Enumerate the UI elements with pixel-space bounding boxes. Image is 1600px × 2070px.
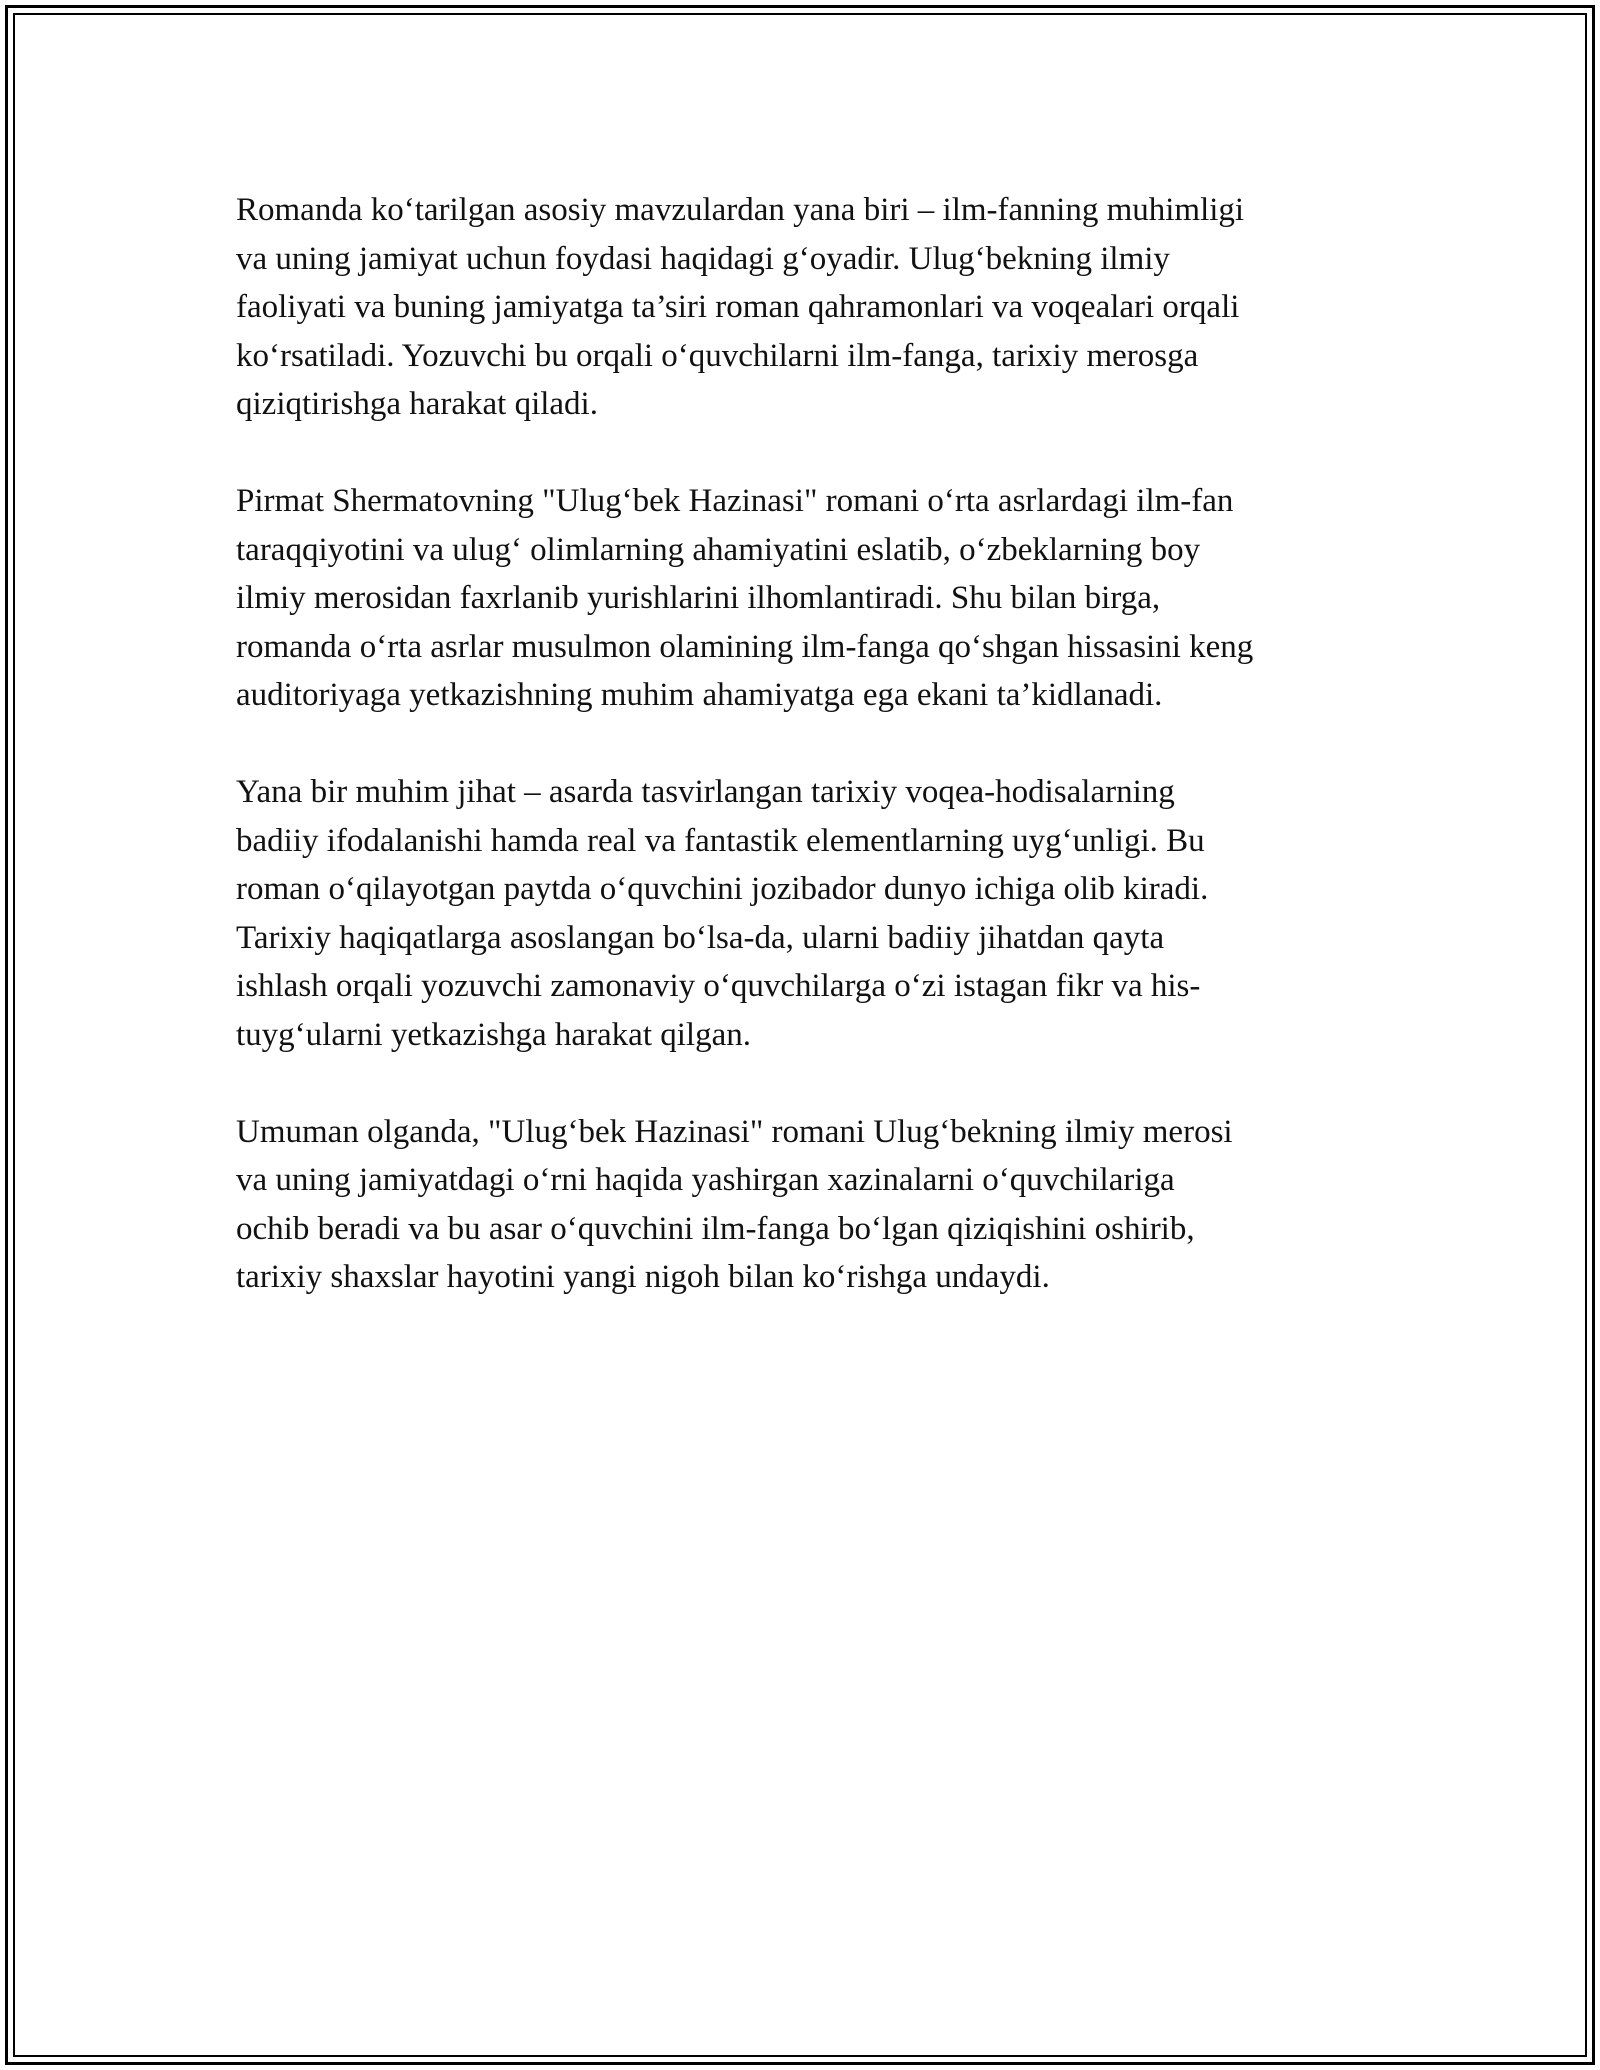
paragraph-2 xyxy=(236,477,1386,720)
text-line: Romanda ko‘tarilgan asosiy mavzulardan yana biri – ilm-fanning muhimligi xyxy=(236,192,1245,228)
text-line: auditoriyaga yetkazishning muhim ahamiyatga ega ekani ta’kidlanadi. xyxy=(236,677,1163,713)
text-line: Tarixiy haqiqatlarga asoslangan bo‘lsa-da, ularni badiiy jihatdan qayta xyxy=(236,919,1165,956)
text-line: va uning jamiyatdagi o‘rni haqida yashirgan xazinalarni o‘quvchilariga xyxy=(236,1162,1175,1198)
paragraph-1 xyxy=(236,186,1386,429)
text-line: roman o‘qilayotgan paytda o‘quvchini jozibador dunyo ichiga olib kiradi. xyxy=(236,871,1209,907)
text-line: qiziqtirishga harakat qiladi. xyxy=(236,386,598,422)
text-line: faoliyati va buning jamiyatga ta’siri roman qahramonlari va voqealari orqali xyxy=(236,289,1240,325)
text-line: ochib beradi va bu asar o‘quvchini ilm-fanga bo‘lgan qiziqishini oshirib, xyxy=(236,1210,1195,1247)
paragraph-3 xyxy=(236,768,1386,1059)
document-body xyxy=(236,186,1386,1350)
paragraph-4 xyxy=(236,1108,1386,1302)
text-line: ishlash orqali yozuvchi zamonaviy o‘quvchilarga o‘zi istagan fikr va his- xyxy=(236,968,1201,1004)
text-line: Umuman olganda, "Ulug‘bek Hazinasi" romani Ulug‘bekning ilmiy merosi xyxy=(236,1113,1233,1150)
text-line: romanda o‘rta asrlar musulmon olamining ilm-fanga qo‘shgan hissasini keng xyxy=(236,628,1254,665)
text-line: va uning jamiyat uchun foydasi haqidagi g‘oyadir. Ulug‘bekning ilmiy xyxy=(236,240,1170,277)
text-line: tarixiy shaxslar hayotini yangi nigoh bilan ko‘rishga undaydi. xyxy=(236,1259,1050,1295)
text-line: ko‘rsatiladi. Yozuvchi bu orqali o‘quvchilarni ilm-fanga, tarixiy merosga xyxy=(236,337,1199,374)
text-line: taraqqiyotini va ulug‘ olimlarning ahamiyatini eslatib, o‘zbeklarning boy xyxy=(236,531,1201,568)
text-line: tuyg‘ularni yetkazishga harakat qilgan. xyxy=(236,1016,751,1053)
text-line: Pirmat Shermatovning "Ulug‘bek Hazinasi" romani o‘rta asrlardagi ilm-fan xyxy=(236,483,1234,519)
text-line: badiiy ifodalanishi hamda real va fantastik elementlarning uyg‘unligi. Bu xyxy=(236,822,1205,859)
text-line: ilmiy merosidan faxrlanib yurishlarini ilhomlantiradi. Shu bilan birga, xyxy=(236,580,1161,616)
text-line: Yana bir muhim jihat – asarda tasvirlangan tarixiy voqea-hodisalarning xyxy=(236,774,1175,810)
